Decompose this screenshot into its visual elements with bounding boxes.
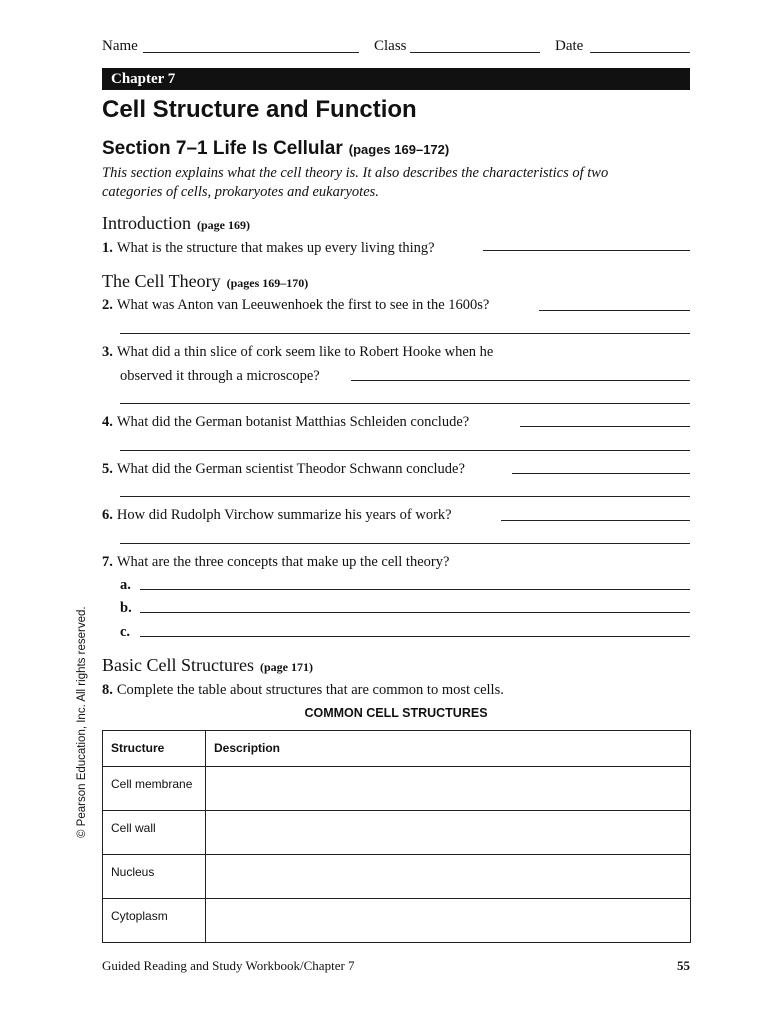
cell-theory-title: The Cell Theory [102, 271, 221, 291]
chapter-banner: Chapter 7 [102, 68, 690, 90]
question-6-text: How did Rudolph Virchow summarize his years of work? [116, 507, 452, 523]
question-7 [102, 554, 449, 571]
question-2 [102, 297, 489, 314]
basic-structures-pages: (page 171) [259, 660, 313, 674]
answer-line-5b[interactable] [120, 484, 690, 497]
copyright-notice: © Pearson Education, Inc. All rights reserved. [76, 606, 88, 838]
answer-line-1[interactable] [483, 238, 690, 251]
cell-structures-table [102, 730, 691, 943]
question-2-number: 2. [102, 297, 113, 313]
page-number: 55 [677, 958, 690, 973]
question-7-text: What are the three concepts that make up the cell theory? [116, 554, 450, 570]
introduction-title: Introduction [102, 213, 191, 233]
class-label: Class [374, 38, 407, 54]
description-cell[interactable] [206, 899, 691, 943]
question-3-text-line2: observed it through a microscope? [120, 368, 320, 384]
date-label: Date [555, 38, 584, 54]
section-title: Section 7–1 Life Is Cellular [102, 138, 343, 159]
structure-cell: Nucleus [103, 855, 206, 899]
question-4-number: 4. [102, 414, 113, 430]
question-5 [102, 461, 465, 478]
section-heading [102, 138, 449, 160]
answer-line-4a[interactable] [520, 414, 690, 427]
question-3-text-line1: What did a thin slice of cork seem like to Robert Hooke when he [116, 344, 494, 360]
introduction-heading [102, 213, 250, 234]
answer-line-7b[interactable] [140, 600, 690, 613]
question-7b-label: b. [120, 600, 132, 616]
structure-cell: Cytoplasm [103, 899, 206, 943]
answer-line-6a[interactable] [501, 508, 690, 521]
answer-line-4b[interactable] [120, 438, 690, 451]
question-5-number: 5. [102, 461, 113, 477]
cell-theory-heading [102, 271, 308, 292]
class-field[interactable] [410, 40, 540, 53]
question-4 [102, 414, 469, 431]
question-3-number: 3. [102, 344, 113, 360]
answer-line-3b[interactable] [120, 391, 690, 404]
question-7-number: 7. [102, 554, 113, 570]
question-2-text: What was Anton van Leeuwenhoek the first to see in the 1600s? [116, 297, 490, 313]
table-header-row [103, 731, 691, 767]
answer-line-2b[interactable] [120, 321, 690, 334]
question-7c-label: c. [120, 624, 131, 640]
column-header-description: Description [206, 731, 691, 767]
question-4-text: What did the German botanist Matthias Schleiden conclude? [116, 414, 470, 430]
description-cell[interactable] [206, 855, 691, 899]
description-cell[interactable] [206, 811, 691, 855]
introduction-pages: (page 169) [196, 218, 250, 232]
date-field[interactable] [590, 40, 690, 53]
question-6-number: 6. [102, 507, 113, 523]
answer-line-2a[interactable] [539, 298, 690, 311]
basic-structures-heading [102, 655, 313, 676]
section-description: This section explains what the cell theory is. It also describes the characteristics of two categories of cells, prokaryotes and eukaryotes. [102, 165, 609, 200]
table-row [103, 899, 691, 943]
question-8-text: Complete the table about structures that are common to most cells. [116, 682, 504, 698]
footer-text: Guided Reading and Study Workbook/Chapter 7 [102, 958, 355, 973]
question-7a-label: a. [120, 577, 131, 593]
name-field[interactable] [143, 40, 359, 53]
answer-line-5a[interactable] [512, 461, 690, 474]
answer-line-7a[interactable] [140, 577, 690, 590]
question-8 [102, 682, 504, 699]
name-label: Name [102, 38, 138, 54]
question-1-text: What is the structure that makes up every living thing? [116, 240, 435, 256]
structure-cell: Cell membrane [103, 767, 206, 811]
section-pages: (pages 169–172) [348, 142, 450, 157]
table-row [103, 855, 691, 899]
page-title: Cell Structure and Function [102, 96, 417, 123]
question-8-number: 8. [102, 682, 113, 698]
question-1-number: 1. [102, 240, 113, 256]
answer-line-3a[interactable] [351, 368, 690, 381]
question-6 [102, 507, 452, 524]
answer-line-7c[interactable] [140, 624, 690, 637]
structure-cell: Cell wall [103, 811, 206, 855]
basic-structures-title: Basic Cell Structures [102, 655, 254, 675]
description-cell[interactable] [206, 767, 691, 811]
question-3 [102, 344, 493, 361]
question-1 [102, 240, 435, 257]
table-row [103, 811, 691, 855]
answer-line-6b[interactable] [120, 531, 690, 544]
table-title: COMMON CELL STRUCTURES [304, 706, 488, 720]
column-header-structure: Structure [103, 731, 206, 767]
cell-theory-pages: (pages 169–170) [226, 276, 309, 290]
question-5-text: What did the German scientist Theodor Schwann conclude? [116, 461, 465, 477]
table-row [103, 767, 691, 811]
